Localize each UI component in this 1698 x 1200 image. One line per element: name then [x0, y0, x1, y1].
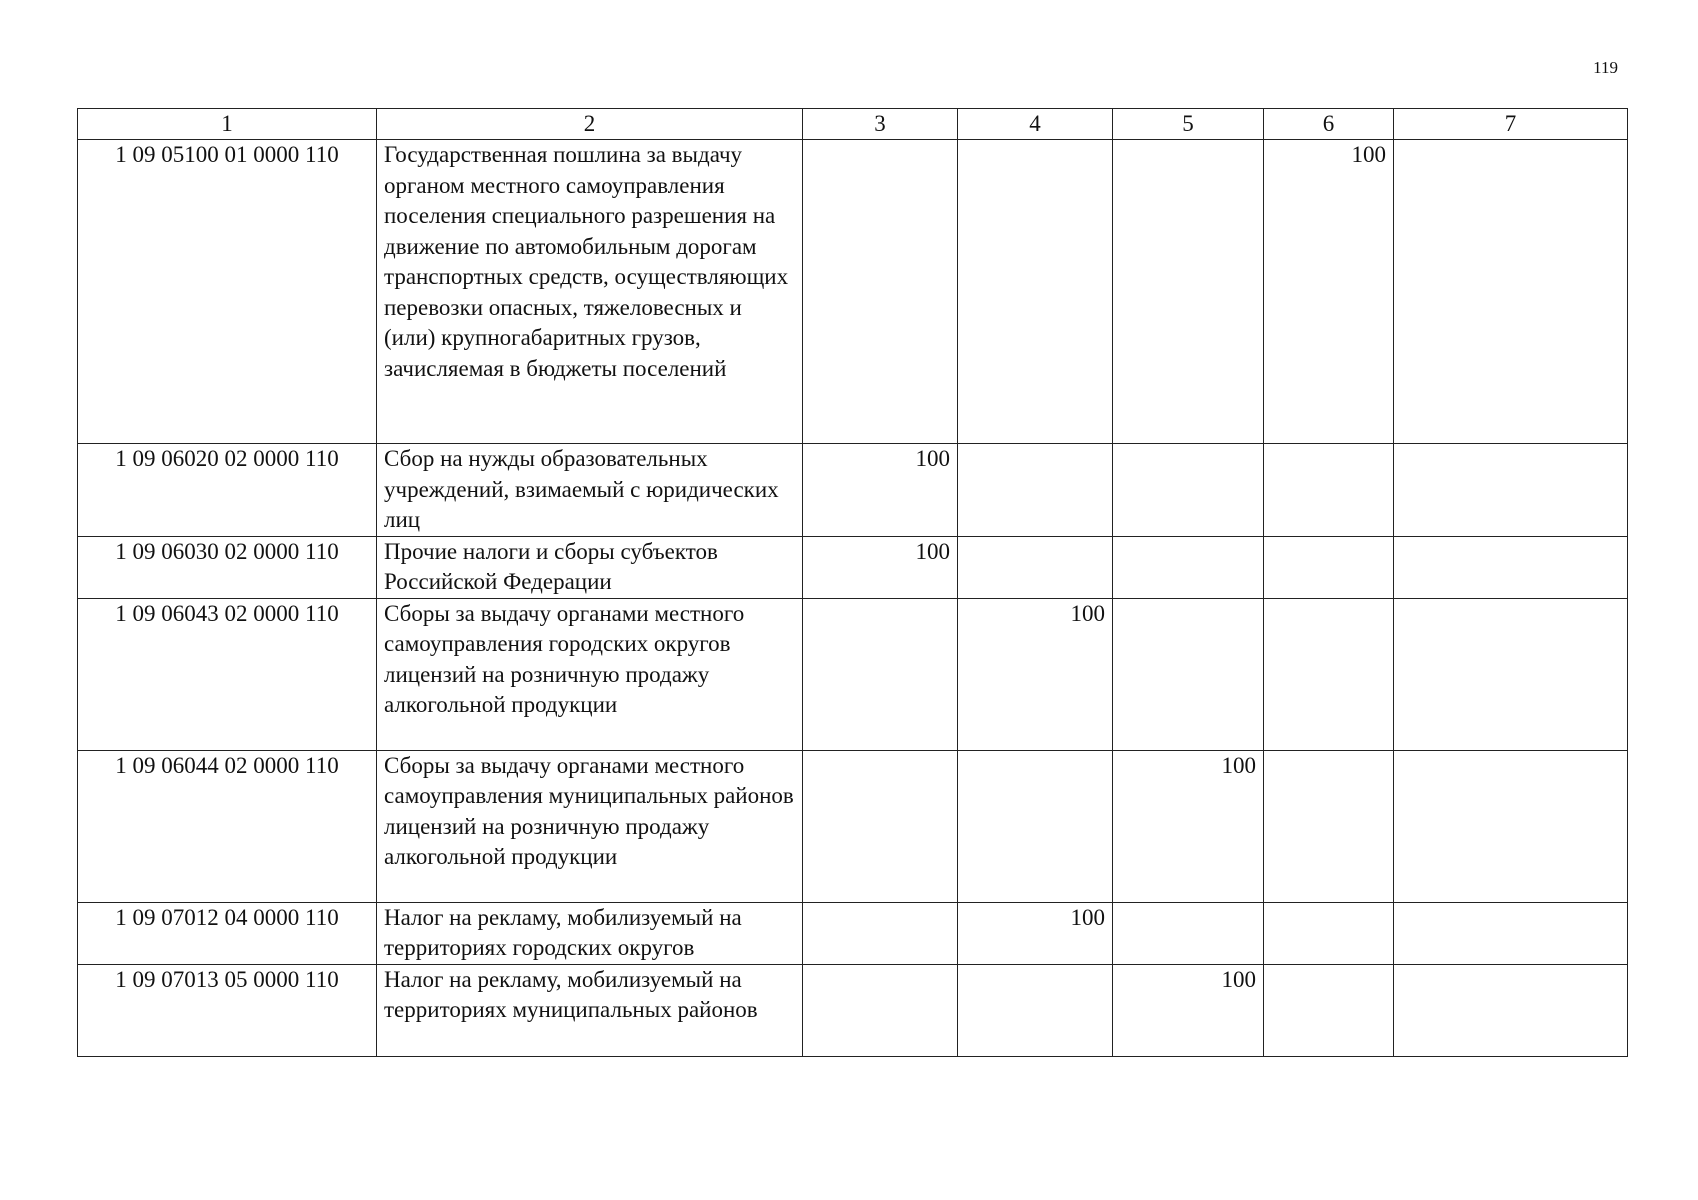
row-value-col3: 100: [803, 536, 958, 598]
row-value-col3: 100: [803, 444, 958, 537]
row-value-col3: [803, 140, 958, 444]
row-value-col6: [1264, 536, 1394, 598]
table-row: [78, 750, 1628, 902]
header-col-7: 7: [1394, 109, 1628, 140]
row-value-col7: [1394, 598, 1628, 750]
table-row: [78, 444, 1628, 537]
row-value-col4: 100: [958, 598, 1113, 750]
row-code: 1 09 06043 02 0000 110: [78, 598, 377, 750]
row-value-col5: 100: [1113, 964, 1264, 1056]
row-value-col4: [958, 140, 1113, 444]
row-value-col7: [1394, 444, 1628, 537]
table-row: [78, 964, 1628, 1056]
table-row: [78, 140, 1628, 444]
row-value-col5: [1113, 140, 1264, 444]
row-name: Прочие налоги и сборы субъектов Российской Федерации: [377, 536, 803, 598]
row-value-col5: [1113, 444, 1264, 537]
row-value-col3: [803, 902, 958, 964]
table-row: [78, 598, 1628, 750]
table-row: [78, 902, 1628, 964]
row-value-col6: 100: [1264, 140, 1394, 444]
header-col-3: 3: [803, 109, 958, 140]
header-col-5: 5: [1113, 109, 1264, 140]
row-value-col4: [958, 750, 1113, 902]
row-code: 1 09 07012 04 0000 110: [78, 902, 377, 964]
row-value-col3: [803, 750, 958, 902]
row-name: Государственная пошлина за выдачу органом местного самоуправления поселения специального разрешения на движение по автомобильным дорогам транспортных средств, осуществляющих перевозки опасных, тяжеловесных и (или) крупногабаритных грузов, зачисляемая в бюджеты поселений: [377, 140, 803, 444]
row-code: 1 09 05100 01 0000 110: [78, 140, 377, 444]
row-name: Сборы за выдачу органами местного самоуправления муниципальных районов лицензий на розничную продажу алкогольной продукции: [377, 750, 803, 902]
row-name: Сбор на нужды образовательных учреждений, взимаемый с юридических лиц: [377, 444, 803, 537]
header-row: [78, 109, 1628, 140]
row-value-col7: [1394, 964, 1628, 1056]
header-col-6: 6: [1264, 109, 1394, 140]
row-code: 1 09 06044 02 0000 110: [78, 750, 377, 902]
header-col-1: 1: [78, 109, 377, 140]
row-name: Налог на рекламу, мобилизуемый на территориях городских округов: [377, 902, 803, 964]
row-code: 1 09 06030 02 0000 110: [78, 536, 377, 598]
page-number: 119: [1593, 58, 1618, 77]
row-code: 1 09 07013 05 0000 110: [78, 964, 377, 1056]
row-value-col7: [1394, 536, 1628, 598]
row-value-col6: [1264, 902, 1394, 964]
row-name: Сборы за выдачу органами местного самоуправления городских округов лицензий на розничную продажу алкогольной продукции: [377, 598, 803, 750]
row-value-col7: [1394, 140, 1628, 444]
table-row: [78, 536, 1628, 598]
row-value-col4: 100: [958, 902, 1113, 964]
row-value-col4: [958, 536, 1113, 598]
row-value-col7: [1394, 750, 1628, 902]
row-value-col3: [803, 964, 958, 1056]
row-value-col7: [1394, 902, 1628, 964]
row-value-col6: [1264, 598, 1394, 750]
row-value-col5: 100: [1113, 750, 1264, 902]
row-value-col3: [803, 598, 958, 750]
row-value-col5: [1113, 598, 1264, 750]
row-value-col5: [1113, 902, 1264, 964]
budget-table: [77, 108, 1628, 1057]
header-col-4: 4: [958, 109, 1113, 140]
row-code: 1 09 06020 02 0000 110: [78, 444, 377, 537]
row-value-col6: [1264, 444, 1394, 537]
row-value-col5: [1113, 536, 1264, 598]
row-value-col4: [958, 444, 1113, 537]
row-value-col6: [1264, 750, 1394, 902]
row-name: Налог на рекламу, мобилизуемый на территориях муниципальных районов: [377, 964, 803, 1056]
row-value-col4: [958, 964, 1113, 1056]
header-col-2: 2: [377, 109, 803, 140]
row-value-col6: [1264, 964, 1394, 1056]
